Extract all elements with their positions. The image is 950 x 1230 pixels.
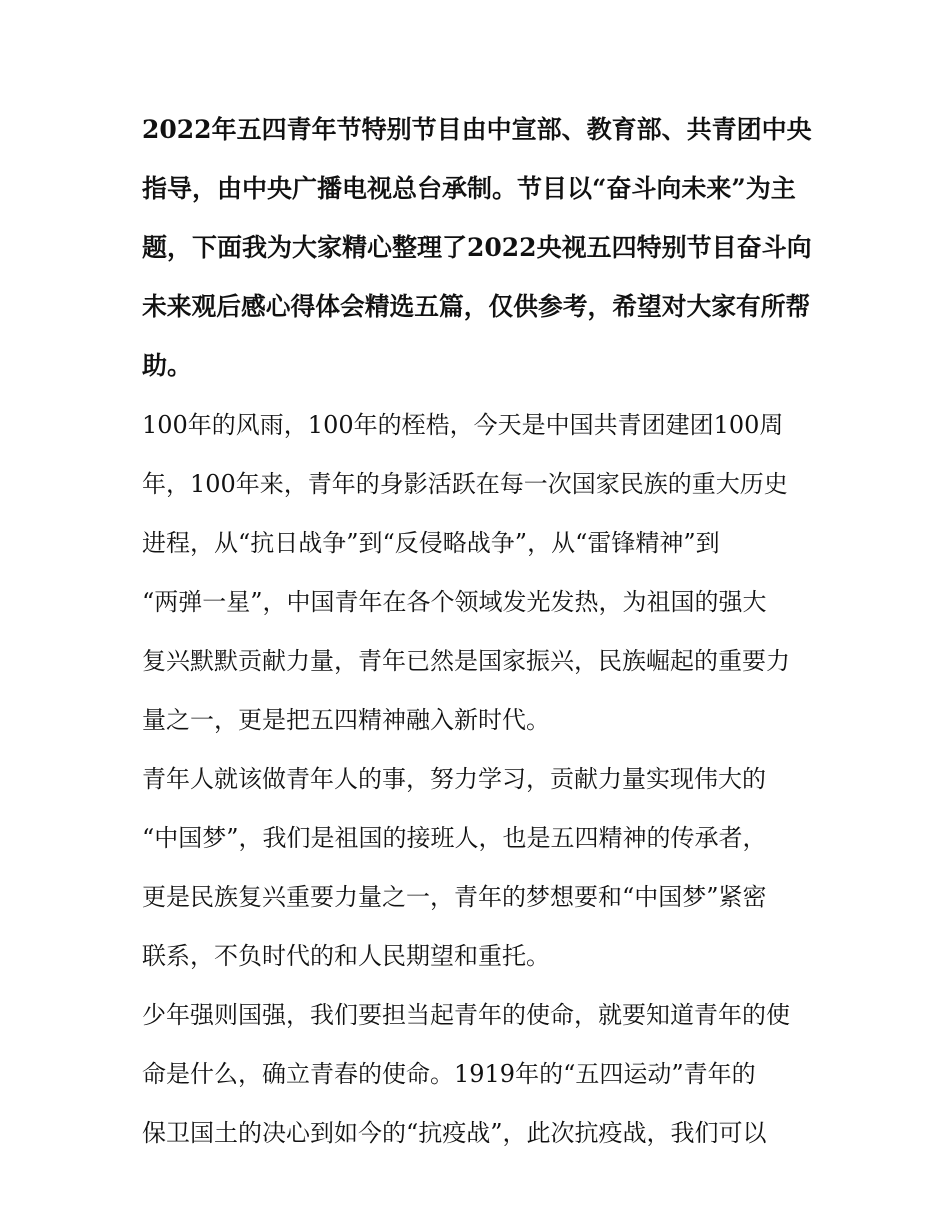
paragraph-line: 复兴默默贡献力量，青年已然是国家振兴，民族崛起的重要力 <box>142 647 790 675</box>
paragraph-line: 联系，不负时代的和人民期望和重托。 <box>142 942 550 970</box>
paragraph-line: “中国梦”，我们是祖国的接班人，也是五四精神的传承者， <box>142 824 767 852</box>
paragraph-line: 青年人就该做青年人的事，努力学习，贡献力量实现伟大的 <box>142 765 766 793</box>
paragraph-line: 量之一，更是把五四精神融入新时代。 <box>142 706 550 734</box>
paragraph-line: 年，100年来，青年的身影活跃在每一次国家民族的重大历史 <box>142 470 788 498</box>
paragraph-line: 进程，从“抗日战争”到“反侵略战争”，从“雷锋精神”到 <box>142 529 720 557</box>
paragraph-line: 100年的风雨，100年的桎梏，今天是中国共青团建团100周 <box>142 411 784 439</box>
paragraph-line: 命是什么，确立青春的使命。1919年的“五四运动”青年的 <box>142 1060 756 1088</box>
intro-line: 指导，由中央广播电视总台承制。节目以“奋斗向未来”为主 <box>142 174 796 203</box>
intro-line: 助。 <box>142 351 193 380</box>
intro-line: 2022年五四青年节特别节目由中宣部、教育部、共青团中央 <box>142 115 812 144</box>
paragraph-line: 保卫国土的决心到如今的“抗疫战”，此次抗疫战，我们可以 <box>142 1119 767 1147</box>
intro-line: 题，下面我为大家精心整理了2022央视五四特别节目奋斗向 <box>142 233 812 262</box>
paragraph-line: “两弹一星”，中国青年在各个领域发光发热，为祖国的强大 <box>142 588 767 616</box>
paragraph-line: 更是民族复兴重要力量之一，青年的梦想要和“中国梦”紧密 <box>142 883 767 911</box>
paragraph-line: 少年强则国强，我们要担当起青年的使命，就要知道青年的使 <box>142 1001 790 1029</box>
intro-line: 未来观后感心得体会精选五篇，仅供参考，希望对大家有所帮 <box>142 292 811 321</box>
